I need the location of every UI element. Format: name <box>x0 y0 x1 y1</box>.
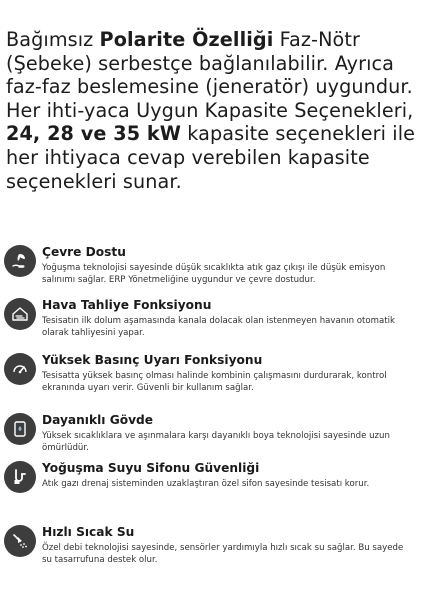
intro-bold-capacity: 24, 28 ve 35 kW <box>6 122 182 146</box>
house-air-icon <box>4 298 36 330</box>
feature-description: Özel debi teknolojisi sayesinde, sensörler yardımıyla hızlı sıcak su sağlar. Bu sayede su tasarrufuna destek olur. <box>42 543 404 565</box>
feature-description: Tesisatın ilk dolum aşamasında kanala dolacak olan istenmeyen havanın otomatik olarak tahliyesini yapar. <box>42 316 396 338</box>
feature-title: Çevre Dostu <box>42 245 126 259</box>
siphon-pipe-icon <box>4 461 36 493</box>
pressure-gauge-icon <box>4 353 36 385</box>
boiler-body-icon <box>4 413 36 445</box>
intro-text-2: Faz-Nötr (Şebeke) serbestçe bağlanılabilir. Ayrıca faz-faz beslemesine (jeneratör) uygundur. Her ihti-yaca Uygun Kapasite Seçenekleri, <box>6 28 414 122</box>
intro-text-1: Bağımsız <box>6 28 100 51</box>
shower-icon <box>4 525 36 557</box>
feature-title: Hava Tahliye Fonksiyonu <box>42 298 212 312</box>
leaf-hand-icon <box>4 245 36 277</box>
feature-title: Dayanıklı Gövde <box>42 413 154 427</box>
intro-text-3: kapasite seçenekleri ile her ihtiyaca cevap verebilen kapasite seçenekleri sunar. <box>6 122 416 193</box>
feature-description: Tesisatta yüksek basınç olması halinde kombinin çalışmasını durdurarak, kontrol ekranında uyarı verir. Güvenli bir kullanım sağlar. <box>42 371 387 393</box>
feature-description: Yüksek sıcaklıklara ve aşınmalara karşı dayanıklı boya teknolojisi sayesinde uzun ömürlüdür. <box>42 431 390 453</box>
feature-title: Yoğuşma Suyu Sifonu Güvenliği <box>42 461 260 475</box>
intro-bold-polarity: Polarite Özelliği <box>99 28 274 51</box>
feature-description: Yoğuşma teknolojisi sayesinde düşük sıcaklıkta atık gaz çıkışı ile düşük emisyon salınımı sağlar. ERP Yönetmeliğine uygundur ve çevre dostudur. <box>42 263 386 285</box>
feature-title: Hızlı Sıcak Su <box>42 525 135 539</box>
feature-title: Yüksek Basınç Uyarı Fonksiyonu <box>42 353 263 367</box>
feature-description: Atık gazı drenaj sisteminden uzaklaştıran özel sifon sayesinde tesisatı korur. <box>42 479 370 489</box>
intro-paragraph <box>6 28 420 193</box>
